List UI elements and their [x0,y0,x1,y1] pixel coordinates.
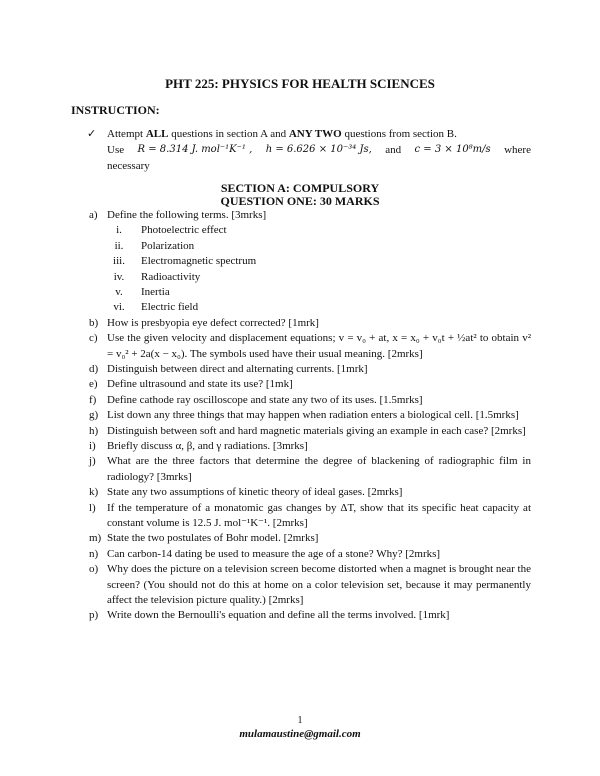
question-item: h) Distinguish between soft and hard magnetic materials giving an example in each case? [2mrks] [89,424,526,437]
question-item: f) Define cathode ray oscilloscope and state any two of its uses. [1.5mrks] [89,393,423,406]
subterm-item: v. Inertia [115,285,170,298]
instruction-constants: Use R = 8.314 J. mol⁻¹K⁻¹ , h = 6.626 × 10⁻³⁴ Js, and c = 3 × 10⁸m/s where [107,144,531,156]
question-item: a) Define the following terms. [3mrks] [89,209,267,221]
question-title: QUESTION ONE: 30 MARKS [220,194,380,208]
footer-email: mulamaustine@gmail.com [239,728,361,740]
constant-c: c = 3 × 10⁸m/s [414,144,491,155]
question-item: o) Why does the picture on a television screen become distorted when a magnet is brought near the screen? (You should not do this at home on a color television set, because it may permanently affect the television picture quality.) [2mrks] [89,563,531,607]
subterm-item: iii. Electromagnetic spectrum [113,255,257,268]
subterm-item: i. Photoelectric effect [116,224,227,237]
question-item: e) Define ultrasound and state its use? [1mk] [89,378,293,391]
constant-h: h = 6.626 × 10⁻³⁴ Js, [265,144,372,155]
question-item: i) Briefly discuss α, β, and γ radiations. [3mrks] [89,440,308,452]
constant-r: R = 8.314 J. mol⁻¹K⁻¹ , [137,144,253,155]
question-item: p) Write down the Bernoulli's equation and define all the terms involved. [1mrk] [89,609,450,622]
subterm-item: vi. Electric field [113,301,199,314]
instruction-line-1: Attempt ALL questions in section A and ANY TWO questions from section B. [107,128,457,140]
question-item: n) Can carbon-14 dating be used to measure the age of a stone? Why? [2mrks] [89,547,441,560]
question-item: d) Distinguish between direct and alternating currents. [1mrk] [89,362,368,375]
subterm-item: iv. Radioactivity [113,270,201,283]
checkmark-icon: ✓ [87,128,97,140]
question-item: m) State the two postulates of Bohr model. [2mrks] [89,532,319,545]
question-item: j) What are the three factors that determine the degree of blackening of radiographic film in radiology? [3mrks] [89,455,531,483]
question-item: k) State any two assumptions of kinetic theory of ideal gases. [2mrks] [89,486,403,499]
instruction-heading: INSTRUCTION: [71,103,160,117]
question-list [89,208,531,624]
question-item: c) Use the given velocity and displacement equations; v = v₀ + at, x = x₀ + v₀t + ½at² to obtain v² = v₀² + 2a(x − x₀). The symbols used have their usual meaning. [2mrks] [89,332,531,360]
question-item: b) How is presbyopia eye defect corrected? [1mrk] [89,316,319,329]
page-number: 1 [297,715,303,726]
page-title: PHT 225: PHYSICS FOR HEALTH SCIENCES [165,76,435,91]
question-item: l) If the temperature of a monatomic gas changes by ΔT, show that its specific heat capacity at constant volume is 12.5 J. mol⁻¹K⁻¹. [2mrks] [89,501,531,530]
exam-page: PHT 225: PHYSICS FOR HEALTH SCIENCES INSTRUCTION: ✓ Attempt ALL questions in section A and ANY TWO questions from section B. Use R = 8.314 J. mol⁻¹K⁻¹ , h = 6.626 × 10⁻³⁴ Js, and c = 3 × 10⁸m/s where necessary SECTION A: COMPULSORY QUESTION ONE: 30 MARKS a) Define the following terms. [3mrks] i. Photoelectric effect ii. Polarization iii. Electromagnetic spectrum iv. Radioactivity v. Inertia vi. Electric field b) How is presbyopia eye defect corrected? [1mrk] c) Use the given velocity and displacement equations; v = v₀ + at, x = x₀ + v₀t + ½at² to obtain v² = v₀² + 2a(x − x₀). The symbols used have their usual meaning. [2mrks] d) Distinguish between direct and alternating currents. [1mrk] e) Define ultrasound and state its use? [1mk] f) Define cathode ray oscilloscope and state any two of its uses. [1.5mrks] g) List down any three things that may happen when radiation enters a biological cell. [1.5mrks] h) Distinguish between soft and hard magnetic materials giving an example in each case? [2mrks] i) Briefly discuss α, β, and γ radiations. [3mrks] j) What are the three factors that determine the degree of blackening of radiographic film in radiology? [3mrks] k) State any two assumptions of kinetic theory of ideal gases. [2mrks] l) If the temperature of a monatomic gas changes by ΔT, show that its specific heat capacity at constant volume is 12.5 J. mol⁻¹K⁻¹. [2mrks] m) State the two postulates of Bohr model. [2mrks] n) Can carbon-14 dating be used to measure the age of a stone? Why? [2mrks] o) Why does the picture on a television screen become distorted when a magnet is brought near the screen? (You should not do this at home on a color television set, because it may permanently affect the television picture quality.) [2mrks] p) Write down the Bernoulli's equation and define all the terms involved. [1mrk] 1 mulamaustine@gmail.com [0,0,600,776]
subterm-item: ii. Polarization [114,239,195,252]
section-title: SECTION A: COMPULSORY [220,181,380,195]
subterm-list [89,223,531,315]
question-item: g) List down any three things that may happen when radiation enters a biological cell. [1.5mrks] [89,409,519,422]
